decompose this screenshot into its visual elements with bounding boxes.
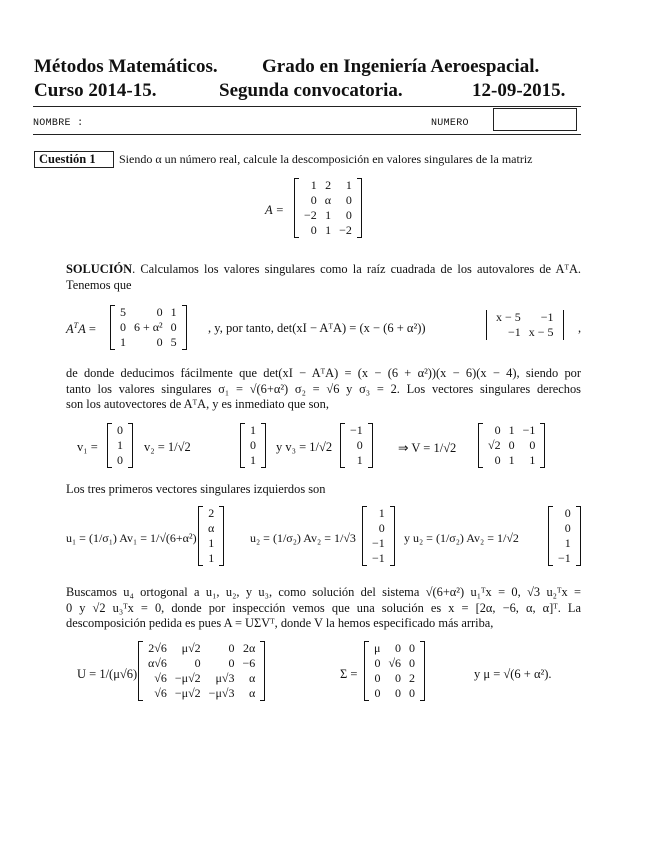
matrix-cell: 0 — [156, 305, 163, 319]
matrix-cell: −2 — [339, 223, 352, 237]
u3-label: y u₂ = (1/σ₂) Av₂ = 1/√2 — [404, 531, 519, 545]
matrix-cell: 1 — [508, 453, 515, 467]
bracket-left — [294, 178, 299, 238]
ata-matrix — [110, 305, 187, 350]
header-rule-bottom — [33, 134, 581, 135]
bracket-right — [357, 178, 362, 238]
matrix-cell: 0 — [494, 423, 501, 437]
matrix-cell: α — [248, 671, 256, 685]
matrix-cell: 1 — [356, 453, 363, 467]
matrix-cell: 0 — [374, 686, 381, 700]
matrix-cell: 1 — [250, 423, 256, 437]
matrix-cell: 2√6 — [148, 641, 167, 655]
matrix-cell: −1 — [540, 310, 554, 324]
question-label: Cuestión 1 — [39, 152, 96, 166]
matrix-cell: 1 — [170, 305, 177, 319]
matrix-cell: 1 — [508, 423, 515, 437]
matrix-cell: 0 — [120, 320, 126, 334]
bracket-right — [576, 506, 581, 566]
matrix-cell: 0 — [564, 506, 571, 520]
bracket-right — [540, 423, 545, 468]
matrix-cell: 0 — [409, 656, 416, 670]
U-matrix — [138, 641, 265, 701]
name-label: NOMBRE : — [33, 118, 84, 129]
bracket-left — [107, 423, 112, 468]
p4-line3: descomposición pedida es pues A = UΣVᵀ, donde V la hemos especificado más arriba, — [66, 616, 494, 630]
matrix-a-label: A = — [265, 203, 284, 217]
matrix-cell: √2 — [488, 438, 501, 452]
p3-text: Los tres primeros vectores singulares izquierdos son — [66, 482, 326, 496]
matrix-cell: 0 — [250, 438, 256, 452]
bracket-left — [110, 305, 115, 350]
matrix-cell: 0 — [170, 320, 177, 334]
degree-title: Grado en Ingeniería Aeroespacial. — [262, 56, 540, 77]
matrix-cell: 1 — [378, 506, 385, 520]
bracket-left — [240, 423, 245, 468]
matrix-cell: −μ√2 — [174, 671, 201, 685]
V-label: ⇒ V = 1/√2 — [398, 441, 457, 455]
matrix-cell: −1 — [508, 325, 521, 339]
bracket-left — [478, 423, 483, 468]
bracket-right — [219, 506, 224, 566]
bracket-right — [261, 423, 266, 468]
p2-line3: son los autovectores de AᵀA, y es inmediato que son, — [66, 397, 329, 411]
bracket-left — [362, 506, 367, 566]
det-comma: , — [578, 321, 582, 335]
matrix-cell: 0 — [356, 438, 363, 452]
U-label: U = 1/(μ√6) — [77, 667, 138, 681]
exam-date: 12-09-2015. — [472, 80, 566, 101]
matrix-cell: 0 — [395, 641, 402, 655]
exam-call: Segunda convocatoria. — [219, 80, 403, 101]
matrix-cell: α — [208, 521, 215, 535]
matrix-cell: μ√3 — [215, 671, 235, 685]
matrix-cell: −2 — [304, 208, 317, 222]
p4-line2: 0 y √2 u₃ᵀx = 0, donde por inspección vemos que una solución es x = [2α, −6, α, α]ᵀ. La — [66, 600, 581, 615]
u2-vector — [362, 506, 395, 566]
u2-label: u₂ = (1/σ₂) Av₂ = 1/√3 — [250, 531, 356, 545]
matrix-cell: α — [248, 686, 256, 700]
v1-vector — [107, 423, 133, 468]
matrix-cell: μ — [374, 641, 381, 655]
solution-title: SOLUCIÓN — [66, 262, 133, 276]
matrix-cell: 2 — [208, 506, 215, 520]
matrix-cell: 0 — [374, 656, 381, 670]
matrix-cell: 0 — [508, 438, 515, 452]
matrix-cell: 1 — [310, 178, 317, 192]
matrix-cell: 0 — [494, 453, 501, 467]
v1-label: v₁ = — [77, 440, 98, 454]
p2-line2: tanto los valores singulares σ₁ = √(6+α²) σ₂ = √6 y σ₃ = 2. Los vectores singulares derechos — [66, 381, 581, 396]
matrix-cell: 0 — [378, 521, 385, 535]
ata-label: $A^TA$ = — [66, 321, 96, 337]
matrix-a — [294, 178, 362, 238]
p2-line1: de donde deducimos fácilmente que det(xI − AᵀA) = (x − (6 + α²))(x − 6)(x − 4), siendo por — [66, 366, 581, 380]
u1-vector — [198, 506, 224, 566]
solution-intro-text: . Calculamos los valores singulares como la raíz cuadrada de los autovalores de AᵀA. Tenemos que — [66, 262, 581, 292]
bracket-left — [548, 506, 553, 566]
matrix-cell: 2α — [242, 641, 256, 655]
matrix-cell: 5 — [170, 335, 177, 349]
matrix-cell: 1 — [325, 223, 332, 237]
matrix-cell: 0 — [345, 193, 352, 207]
matrix-cell: −6 — [242, 656, 256, 670]
sigma-label: Σ = — [340, 667, 358, 681]
matrix-cell: 6 + α² — [134, 320, 163, 334]
number-label: NUMERO — [431, 118, 469, 129]
matrix-cell: 2 — [325, 178, 332, 192]
bracket-left — [364, 641, 369, 701]
matrix-cell: 0 — [228, 641, 235, 655]
bracket-left — [198, 506, 203, 566]
V-matrix — [478, 423, 545, 468]
bracket-left — [486, 310, 487, 340]
matrix-cell: x − 5 — [496, 310, 521, 324]
bracket-left — [340, 423, 345, 468]
matrix-cell: −1 — [350, 423, 363, 437]
matrix-cell: 1 — [208, 551, 215, 565]
p4-line1: Buscamos u₄ ortogonal a u₁, u₂, y u₃, como solución del sistema √(6+α²) u₁ᵀx = 0, √3 u₂ᵀx = — [66, 585, 581, 599]
matrix-cell: √6 — [154, 686, 167, 700]
u3-vector — [548, 506, 581, 566]
matrix-cell: −1 — [372, 536, 385, 550]
matrix-cell: 0 — [345, 208, 352, 222]
matrix-cell: 0 — [310, 193, 317, 207]
matrix-cell: 1 — [325, 208, 332, 222]
matrix-cell: 0 — [117, 423, 123, 437]
matrix-cell: 1 — [117, 438, 123, 452]
matrix-cell: 0 — [395, 671, 402, 685]
matrix-cell: μ√2 — [181, 641, 201, 655]
matrix-cell: 0 — [529, 438, 536, 452]
matrix-cell: 0 — [310, 223, 317, 237]
bracket-right — [128, 423, 133, 468]
mu-definition: y μ = √(6 + α²). — [474, 667, 552, 681]
matrix-cell: 0 — [409, 686, 416, 700]
matrix-cell: α√6 — [148, 656, 167, 670]
matrix-cell: 1 — [250, 453, 256, 467]
matrix-cell: 0 — [395, 686, 402, 700]
bracket-right — [420, 641, 425, 701]
matrix-cell: 0 — [374, 671, 381, 685]
matrix-cell: α — [324, 193, 332, 207]
v2-vector — [240, 423, 266, 468]
matrix-cell: 1 — [208, 536, 215, 550]
matrix-cell: 0 — [117, 453, 123, 467]
header-rule-top — [33, 106, 581, 107]
matrix-cell: 1 — [564, 536, 571, 550]
matrix-cell: −μ√3 — [208, 686, 235, 700]
matrix-cell: 0 — [409, 641, 416, 655]
question-text: Siendo α un número real, calcule la descomposición en valores singulares de la matriz — [119, 152, 533, 166]
matrix-cell: 0 — [156, 335, 163, 349]
matrix-cell: 2 — [409, 671, 416, 685]
course-year: Curso 2014-15. — [34, 80, 157, 101]
matrix-cell: √6 — [154, 671, 167, 685]
det-matrix — [486, 310, 564, 340]
v2-label: v₂ = 1/√2 — [144, 440, 191, 454]
matrix-cell: 1 — [345, 178, 352, 192]
matrix-cell: 5 — [120, 305, 126, 319]
matrix-cell: −1 — [372, 551, 385, 565]
matrix-cell: 0 — [194, 656, 201, 670]
matrix-cell: 0 — [228, 656, 235, 670]
solution-intro — [66, 262, 581, 293]
u1-label: u₁ = (1/σ₁) Av₁ = 1/√(6+α²) — [66, 531, 197, 545]
sigma-matrix — [364, 641, 425, 701]
bracket-left — [138, 641, 143, 701]
matrix-cell: 1 — [529, 453, 536, 467]
matrix-cell: 1 — [120, 335, 126, 349]
matrix-cell: 0 — [564, 521, 571, 535]
v3-label: y v₃ = 1/√2 — [276, 440, 333, 454]
bracket-right — [182, 305, 187, 350]
det-expression: , y, por tanto, det(xI − AᵀA) = (x − (6 + α²)) — [208, 321, 426, 335]
bracket-right — [390, 506, 395, 566]
bracket-right — [563, 310, 564, 340]
bracket-right — [368, 423, 373, 468]
v3-vector — [340, 423, 373, 468]
matrix-cell: −μ√2 — [174, 686, 201, 700]
number-input-box[interactable] — [493, 108, 577, 131]
matrix-cell: −1 — [558, 551, 571, 565]
matrix-cell: x − 5 — [528, 325, 554, 339]
course-title: Métodos Matemáticos. — [34, 56, 218, 77]
bracket-right — [260, 641, 265, 701]
matrix-cell: √6 — [388, 656, 402, 670]
matrix-cell: −1 — [522, 423, 536, 437]
